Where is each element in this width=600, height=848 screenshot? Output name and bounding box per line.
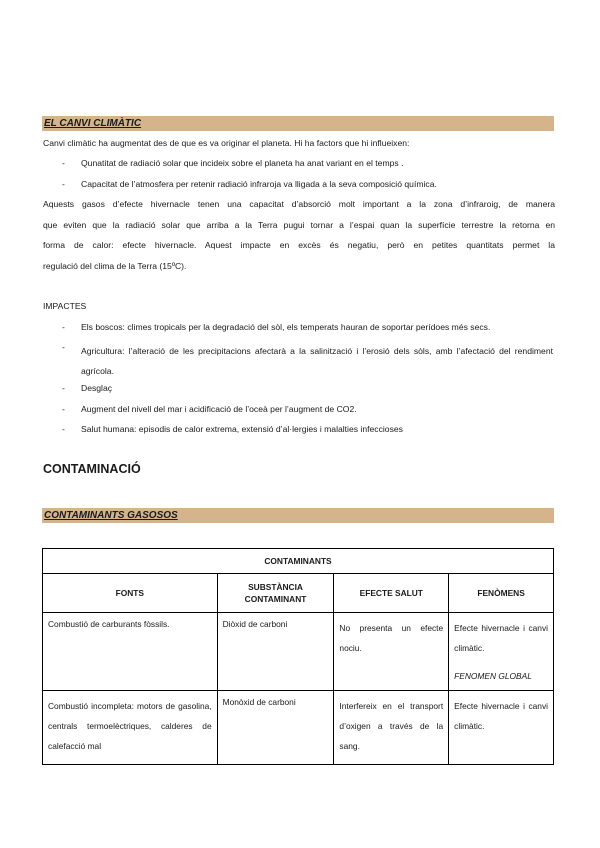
paragraph-line-2: que eviten que la radiació solar que arriba a la Terra pugui tornar a l’espai quan la superfície terrestre la retorna en xyxy=(43,220,555,230)
paragraph-line-3: forma de calor: efecte hivernacle. Aquest impacte en excès és negatiu, però en petites quantitats permet la xyxy=(43,240,555,250)
bullet-marker: - xyxy=(62,322,65,332)
table-cell-substancia: Diòxid de carboni xyxy=(217,613,334,691)
bullet-marker: - xyxy=(62,383,65,393)
column-header-fenomens: FENÒMENS xyxy=(449,574,554,613)
table-cell-fonts: Combustió incompleta: motors de gasolina, centrals termoelèctriques, calderes de calefacció mal xyxy=(43,691,218,765)
impacte-item-5: Salut humana: episodis de calor extrema, extensió d’al·lergies i malalties infeccioses xyxy=(81,424,403,434)
table-cell-efecte: Interfereix en el transport d’oxigen a través de la sang. xyxy=(334,691,449,765)
factor-item-2: Capacitat de l’atmosfera per retenir radiació infraroja va lligada a la seva composició química. xyxy=(81,179,437,189)
bullet-marker: - xyxy=(62,404,65,414)
factor-item-1: Qunatitat de radiació solar que incideix sobre el planeta ha anat variant en el temps . xyxy=(81,158,404,168)
column-header-efecte: EFECTE SALUT xyxy=(334,574,449,613)
table-cell-efecte: No presenta un efecte nociu. xyxy=(334,613,449,691)
table-row xyxy=(43,613,554,691)
contaminants-table xyxy=(42,548,554,765)
column-header-fonts: FONTS xyxy=(43,574,218,613)
bullet-marker: - xyxy=(62,424,65,434)
contaminacio-heading: CONTAMINACIÓ xyxy=(43,462,141,476)
impactes-heading: IMPACTES xyxy=(43,301,87,311)
section-title-canvi-climatic: EL CANVI CLIMÀTIC xyxy=(42,116,554,131)
impacte-item-4: Augment del nivell del mar i acidificació de l’oceà per l’augment de CO2. xyxy=(81,404,357,414)
table-cell-substancia: Monòxid de carboni xyxy=(217,691,334,765)
bullet-marker: - xyxy=(62,158,65,168)
impacte-item-3: Desglaç xyxy=(81,383,113,393)
bullet-marker: - xyxy=(62,179,65,189)
impacte-item-1: Els boscos: climes tropicals per la degradació del sòl, els temperats hauran de soportar perídoes més secs. xyxy=(81,322,491,332)
paragraph-line-1: Aquests gasos d’efecte hivernacle tenen una capacitat d’absorció molt important a la zona d’infraroig, de manera xyxy=(43,199,555,209)
intro-text: Canvi climàtic ha augmentat des de que es va originar el planeta. Hi ha factors que hi influeixen: xyxy=(43,138,410,148)
table-title-row xyxy=(43,549,554,574)
bullet-marker: - xyxy=(62,342,65,352)
table-title: CONTAMINANTS xyxy=(43,549,554,574)
fenomens-text: Efecte hivernacle i canvi climàtic. xyxy=(454,623,548,653)
table-cell-fenomens: Efecte hivernacle i canvi climàtic. xyxy=(449,691,554,765)
table-cell-fenomens xyxy=(449,613,554,691)
section-title-contaminants-gasosos: CONTAMINANTS GASOSOS xyxy=(42,508,554,523)
paragraph-line-4: regulació del clima de la Terra (15ºC). xyxy=(43,261,187,271)
table-row xyxy=(43,691,554,765)
column-header-substancia: SUBSTÀNCIA CONTAMINANT xyxy=(217,574,334,613)
table-cell-fonts: Combustió de carburants fòssils. xyxy=(43,613,218,691)
fenomens-note: FENOMEN GLOBAL xyxy=(454,671,532,681)
impacte-item-2: Agricultura: l’alteració de les precipitacions afectarà a la salinització i l’erosió dels sòls, amb l’afectació del rendiment agrícola. xyxy=(81,346,553,376)
table-header-row xyxy=(43,574,554,613)
